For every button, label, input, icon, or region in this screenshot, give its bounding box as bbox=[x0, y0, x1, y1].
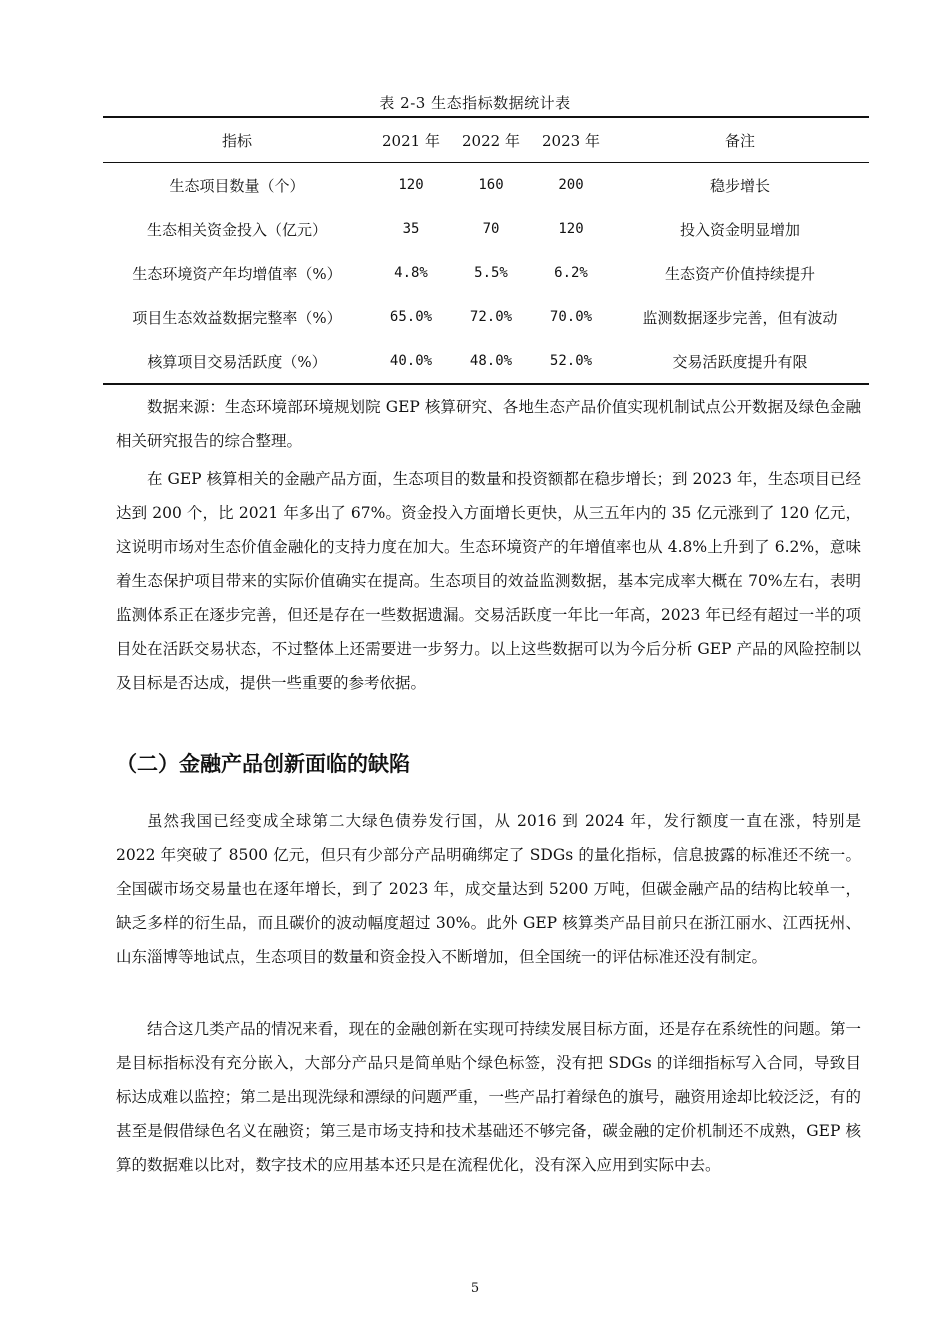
cell-indicator: 核算项目交易活跃度（%） bbox=[103, 339, 371, 384]
cell-2021: 65.0% bbox=[389, 309, 433, 325]
cell-2023: 6.2% bbox=[554, 265, 588, 281]
header-2022: 2022 年 bbox=[451, 117, 531, 163]
cell-2021: 40.0% bbox=[371, 339, 451, 384]
cell-2021: 35 bbox=[402, 221, 420, 237]
cell-2021: 4.8% bbox=[394, 265, 428, 281]
table-row bbox=[103, 251, 869, 295]
cell-remark: 交易活跃度提升有限 bbox=[611, 339, 869, 384]
cell-2023: 200 bbox=[558, 177, 584, 193]
table-caption: 表 2-3 生态指标数据统计表 bbox=[379, 94, 571, 112]
cell-2022: 72.0% bbox=[469, 309, 513, 325]
cell-2023: 70.0% bbox=[549, 309, 593, 325]
body-paragraph-green-bonds: 虽然我国已经变成全球第二大绿色债券发行国，从 2016 到 2024 年，发行额度一直在涨，特别是 2022 年突破了 8500 亿元，但只有少部分产品明确绑定了 SDGs 的量化指标，信息披露的标准还不统一。全国碳市场交易量也在逐年增长，到了 2023 年，成交量达到 5200 万吨，但碳金融产品的结构比较单一，缺乏多样的衍生品，而且碳价的波动幅度超过 30%。此外 GEP 核算类产品目前只在浙江丽水、江西抚州、山东淄博等地试点，生态项目的数量和资金投入不断增加，但全国统一的评估标准还没有制定。 bbox=[116, 812, 861, 966]
cell-remark: 生态资产价值持续提升 bbox=[664, 264, 815, 283]
body-paragraph-gep-products: 在 GEP 核算相关的金融产品方面，生态项目的数量和投资额都在稳步增长；到 2023 年，生态项目已经达到 200 个，比 2021 年多出了 67%。资金投入方面增长更快，从三五年内的 35 亿元涨到了 120 亿元，这说明市场对生态价值金融化的支持力度在加大。生态环境资产的年增值率也从 4.8%上升到了 6.2%，意味着生态保护项目带来的实际价值确实在提高。生态项目的效益监测数据，基本完成率大概在 70%左右，表明监测体系正在逐步完善，但还是存在一些数据遗漏。交易活跃度一年比一年高，2023 年已经有超过一半的项目处在活跃交易状态，不过整体上还需要进一步努力。以上这些数据可以为今后分析 GEP 产品的风险控制以及目标是否达成，提供一些重要的参考依据。 bbox=[116, 470, 861, 692]
cell-remark: 投入资金明显增加 bbox=[679, 220, 800, 239]
cell-indicator: 生态环境资产年均增值率（%） bbox=[132, 264, 342, 283]
cell-indicator: 生态项目数量（个） bbox=[169, 176, 305, 195]
header-2021: 2021 年 bbox=[371, 117, 451, 163]
table-row bbox=[103, 207, 869, 251]
cell-remark: 监测数据逐步完善，但有波动 bbox=[642, 308, 838, 327]
cell-2022: 48.0% bbox=[451, 339, 531, 384]
eco-indicator-table bbox=[103, 116, 869, 385]
cell-2023: 120 bbox=[558, 221, 584, 237]
cell-2022: 70 bbox=[482, 221, 500, 237]
cell-2022: 160 bbox=[478, 177, 504, 193]
table-row bbox=[103, 295, 869, 339]
table-header-row bbox=[103, 117, 869, 163]
table-row bbox=[103, 163, 869, 208]
data-source-note: 数据来源：生态环境部环境规划院 GEP 核算研究、各地生态产品价值实现机制试点公开数据及绿色金融相关研究报告的综合整理。 bbox=[116, 398, 861, 450]
body-paragraph-systemic-issues: 结合这几类产品的情况来看，现在的金融创新在实现可持续发展目标方面，还是存在系统性的问题。第一是目标指标没有充分嵌入，大部分产品只是简单贴个绿色标签，没有把 SDGs 的详细指标写入合同，导致目标达成难以监控；第二是出现洗绿和漂绿的问题严重，一些产品打着绿色的旗号，融资用途却比较泛泛，有的甚至是假借绿色名义在融资；第三是市场支持和技术基础还不够完备，碳金融的定价机制还不成熟，GEP 核算的数据难以比对，数字技术的应用基本还只是在流程优化，没有深入应用到实际中去。 bbox=[116, 1020, 861, 1174]
table-row bbox=[103, 339, 869, 384]
header-indicator: 指标 bbox=[103, 117, 371, 163]
cell-2023: 52.0% bbox=[531, 339, 611, 384]
cell-2022: 5.5% bbox=[474, 265, 508, 281]
cell-2021: 120 bbox=[398, 177, 424, 193]
page-number: 5 bbox=[470, 1281, 480, 1296]
cell-indicator: 生态相关资金投入（亿元） bbox=[146, 220, 327, 239]
section-heading: （二）金融产品创新面临的缺陷 bbox=[116, 752, 410, 776]
header-remark: 备注 bbox=[611, 117, 869, 163]
header-2023: 2023 年 bbox=[531, 117, 611, 163]
cell-remark: 稳步增长 bbox=[709, 176, 770, 195]
cell-indicator: 项目生态效益数据完整率（%） bbox=[132, 308, 342, 327]
